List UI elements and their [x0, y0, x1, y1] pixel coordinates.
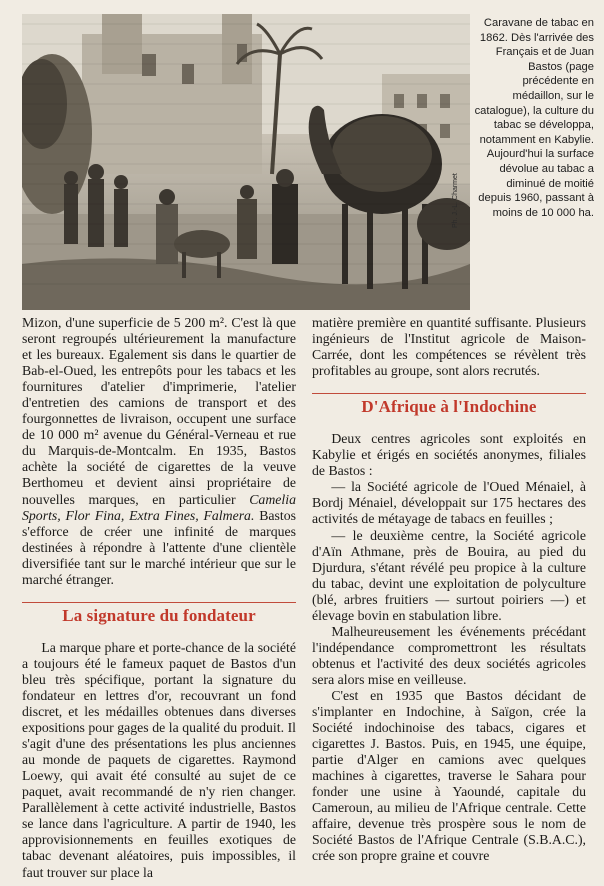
body-paragraph: Mizon, d'une superficie de 5 200 m². C'est là que seront regroupés ultérieurement la manufacture et les bureaux. Egalement sis dans le quartier de Bab-el-Oued, les entrepôts pour les tabacs et les fournitures d'atelier d'imprimerie, l'atelier d'entretien des camions de transport et des fourgonnettes de livraison, occupent une surface de 10 000 m² avenue du Général-Verneau et rue du Marquis-de-Montcalm. En 1935, Bastos achète la société de cigarettes de la veuve Berthomeu et devient ainsi propriétaire de nouvelles marques, en particulier Camelia Sports, Flor Fina, Extra Fines, Falmera. Bastos s'efforce de créer une infinité de marques destinées à répondre à l'attente d'une clientèle diversifiée tant sur le marché intérieur que sur le marché étranger. [22, 315, 297, 587]
brand-list: Camelia Sports, Flor Fina, Extra Fines, Falmera. [22, 491, 296, 523]
section-heading: D'Afrique à l'Indochine [312, 393, 586, 415]
body-paragraph: Malheureusement les événements précédant l'indépendance compromettront les résultats obtenus et l'activité des deux sociétés agricoles sera alors mise en veilleuse. [312, 623, 586, 687]
figure-caption: Caravane de tabac en 1862. Dès l'arrivée des Français et de Juan Bastos (page précédente en médaillon, sur le catalogue), la culture du tabac se développa, notamment en Kabylie. Aujourd'hui la surface dévolue au tabac a diminué de moitié depuis 1960, passant à moins de 10 000 ha. [474, 17, 594, 219]
body-paragraph: La marque phare et porte-chance de la société a toujours été le fameux paquet de Bastos d'un bleu très spécifique, portant la signature du fondateur en lettres d'or, recouvrant un fond discret, et les médailles obtenues dans diverses expositions pour gages de la qualité du produit. Il s'agit d'une des présentations les plus anciennes au monde de paquets de cigarettes. Raymond Loewy, qui avait été consulté au sujet de ce paquet, avait recommandé de n'y rien changer. Parallèlement à cette activité industrielle, Bastos se lance dans l'agriculture. A partir de 1940, les approvisionnements en feuilles exotiques de tabac devenant aléatoires, puis impossibles, il faut trouver sur place la [22, 639, 296, 880]
list-item: — la Société agricole de l'Oued Ménaiel, à Bordj Ménaiel, développait sur 175 hectares des activités de métayage de tabacs en feuilles ; [312, 479, 586, 527]
photo-credit: Ph. J.-L. Charmet [452, 173, 459, 228]
left-column [22, 315, 296, 881]
right-column [312, 315, 586, 865]
body-paragraph: matière première en quantité suffisante. Plusieurs ingénieurs de l'Institut agricole de Maison-Carrée, dont les compétences se révèlent très profitables au groupe, sont alors recrutés. [312, 315, 586, 379]
engraving-illustration [22, 14, 470, 310]
section-heading: La signature du fondateur [22, 602, 296, 624]
body-paragraph: C'est en 1935 que Bastos décidant de s'implanter en Indochine, à Saïgon, crée la Société indochinoise des tabacs, cigares et cigarettes J. Bastos. Puis, en 1945, une équipe, partie d'Alger en camions avec quelques machines à cigarettes, traverse le Sahara pour fonder une usine à Yaoundé, capitale du Cameroun, au milieu de l'Afrique centrale. Cette affaire, devenue très prospère sous le nom de Société Bastos de l'Afrique Centrale (S.B.A.C.), crée son propre graine et couvre [312, 687, 586, 864]
body-paragraph: Deux centres agricoles sont exploités en Kabylie et érigés en sociétés anonymes, filiales de Bastos : [312, 431, 586, 479]
list-item: — le deuxième centre, la Société agricole d'Aïn Athmane, près de Bouira, au pied du Djurdura, s'étant révélé peu propice à la culture du tabac, devint une exploitation de polyculture (blé, arbres fruitiers — surtout poiriers —) et élevage bovin en stabulation libre. [312, 527, 586, 623]
